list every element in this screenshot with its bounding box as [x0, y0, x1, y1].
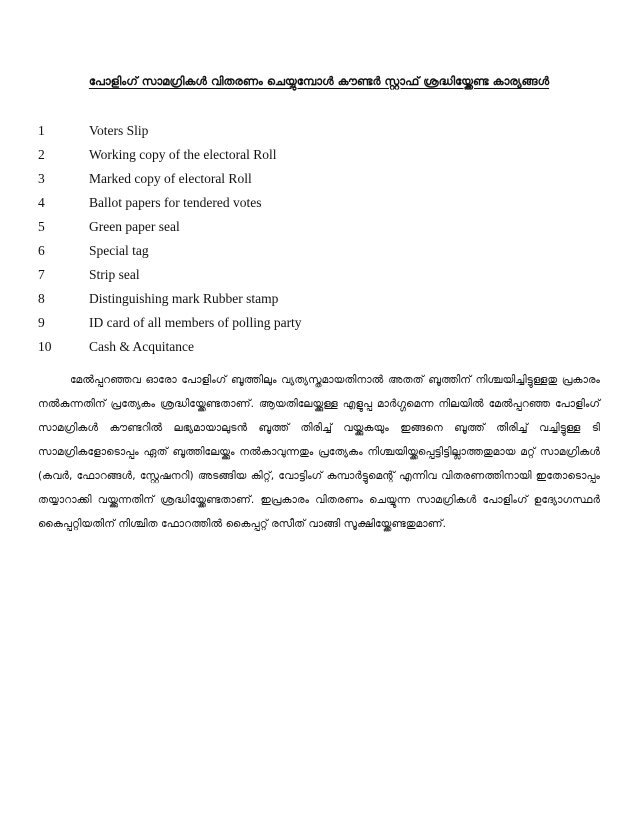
- list-item: [38, 311, 598, 335]
- list-item: [38, 191, 598, 215]
- instructions-paragraph: മേൽപ്പറഞ്ഞവ ഓരോ പോളിംഗ് ബൂത്തിലും വ്യത്യസ്തമായതിനാൽ അതത് ബൂത്തിന് നിശ്ചയിച്ചിട്ടുള്ളതു പ്രകാരം നൽകുന്നതിന് പ്രത്യേകം ശ്രദ്ധിയ്ക്കേണ്ടതാണ്. ആയതിലേയ്ക്കുള്ള എളുപ്പ മാർഗ്ഗമെന്ന നിലയിൽ മേൽപ്പറഞ്ഞ പോളിംഗ് സാമഗ്രികൾ കൗണ്ടറിൽ ലഭ്യമായാലുടൻ ബൂത്ത് തിരിച്ച് വയ്ക്കുകയും ഇങ്ങനെ ബൂത്ത് തിരിച്ച് വച്ചിട്ടുള്ള ടി സാമഗ്രികളോടൊപ്പം ഏത് ബൂത്തിലേയ്ക്കും നൽകാവുന്നതും പ്രത്യേകം നിശ്ചയിയ്ക്കപ്പെട്ടിട്ടില്ലാത്തതുമായ മറ്റ് സാമഗ്രികൾ (കവർ, ഫോറങ്ങൾ, സ്റ്റേഷനറി) അടങ്ങിയ കിറ്റ്, വോട്ടിംഗ് കമ്പാർട്ടുമെന്റ് എന്നിവ വിതരണത്തിനായി ഇതോടൊപ്പം തയ്യാറാക്കി വയ്ക്കുന്നതിന് ശ്രദ്ധിയ്ക്കേണ്ടതാണ്. ഇപ്രകാരം വിതരണം ചെയ്യുന്ന സാമഗ്രികൾ പോളിംഗ് ഉദ്യോഗസ്ഥർ കൈപ്പറ്റിയതിന് നിശ്ചിത ഫോറത്തിൽ കൈപ്പറ്റ് രസീത് വാങ്ങി സൂക്ഷിയ്ക്കേണ്ടതുമാണ്.: [38, 374, 600, 530]
- item-text: Special tag: [89, 243, 149, 258]
- item-number: 6: [38, 243, 45, 258]
- item-text: Working copy of the electoral Roll: [89, 147, 277, 162]
- list-item: [38, 119, 598, 143]
- item-number: 10: [38, 339, 52, 354]
- materials-list: [38, 119, 598, 359]
- item-text: Voters Slip: [89, 123, 149, 138]
- list-item: [38, 215, 598, 239]
- item-text: Marked copy of electoral Roll: [89, 171, 252, 186]
- item-number: 1: [38, 123, 45, 138]
- list-item: [38, 239, 598, 263]
- document-title: പോളിംഗ് സാമഗ്രികൾ വിതരണം ചെയ്യുമ്പോൾ കൗണ്ടർ സ്റ്റാഫ് ശ്രദ്ധിയ്ക്കേണ്ട കാര്യങ്ങൾ: [88, 74, 550, 88]
- item-text: Distinguishing mark Rubber stamp: [89, 291, 279, 306]
- item-text: Ballot papers for tendered votes: [89, 195, 262, 210]
- list-item: [38, 335, 598, 359]
- item-text: Cash & Acquitance: [89, 339, 194, 354]
- list-item: [38, 167, 598, 191]
- item-text: ID card of all members of polling party: [89, 315, 302, 330]
- item-number: 4: [38, 195, 45, 210]
- item-text: Green paper seal: [89, 219, 180, 234]
- item-number: 2: [38, 147, 45, 162]
- item-number: 9: [38, 315, 45, 330]
- list-item: [38, 263, 598, 287]
- item-text: Strip seal: [89, 267, 140, 282]
- item-number: 7: [38, 267, 45, 282]
- item-number: 8: [38, 291, 45, 306]
- list-item: [38, 287, 598, 311]
- item-number: 3: [38, 171, 45, 186]
- list-item: [38, 143, 598, 167]
- item-number: 5: [38, 219, 45, 234]
